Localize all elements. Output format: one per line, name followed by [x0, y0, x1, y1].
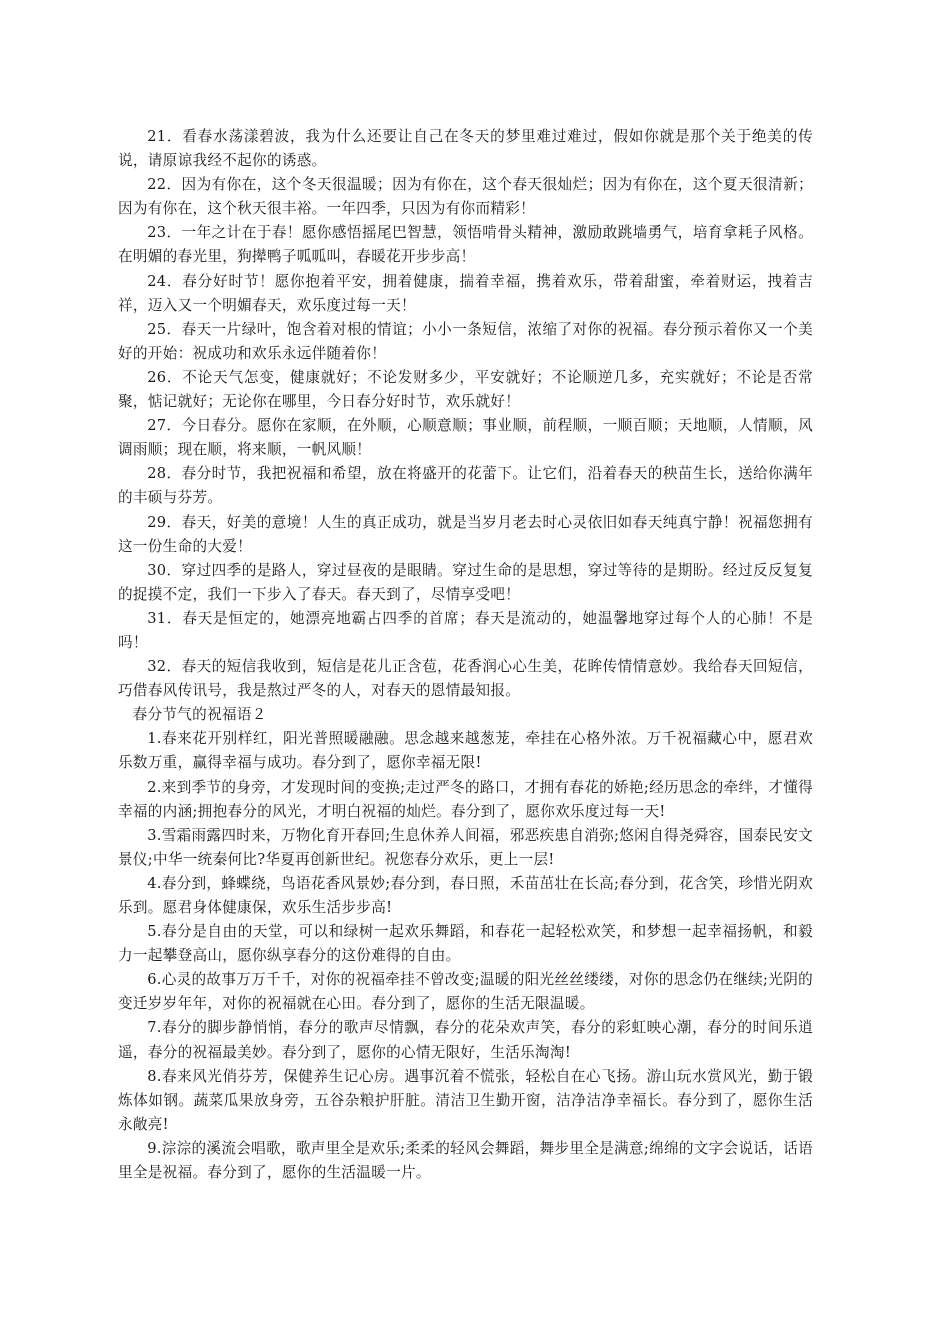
paragraph: 4.春分到，蜂蝶绕，鸟语花香风景妙;春分到，春日照，禾苗茁壮在长高;春分到，花含笑，珍惜光阴欢乐到。愿君身体健康保，欢乐生活步步高! [118, 874, 813, 916]
section-1 [118, 125, 813, 703]
paragraph: 5.春分是自由的天堂，可以和绿树一起欢乐舞蹈，和春花一起轻松欢笑，和梦想一起幸福扬帆，和毅力一起攀登高山，愿你纵享春分的这份难得的自由。 [118, 923, 813, 965]
paragraph: 3.雪霜雨露四时来，万物化育开春回;生息休养人间福，邪恶疾患自消弥;悠闲自得尧舜容，国泰民安文景仪;中华一统秦何比?华夏再创新世纪。祝您春分欢乐，更上一层! [118, 826, 813, 868]
paragraph: 23．一年之计在于春！愿你感悟摇尾巴智慧，领悟啃骨头精神，激励敢跳墙勇气，培育拿耗子风格。在明媚的春光里，狗撵鸭子呱呱叫，春暖花开步步高！ [118, 224, 813, 266]
paragraph: 30．穿过四季的是路人，穿过昼夜的是眼睛。穿过生命的是思想，穿过等待的是期盼。经过反反复复的捉摸不定，我们一下步入了春天。春天到了，尽情享受吧！ [118, 561, 813, 603]
section-title: 春分节气的祝福语２ [132, 706, 267, 724]
section-2 [118, 703, 813, 1185]
paragraph: 26．不论天气怎变，健康就好；不论发财多少，平安就好；不论顺逆几多，充实就好；不论是否常聚，惦记就好；无论你在哪里，今日春分好时节，欢乐就好！ [118, 368, 813, 411]
paragraph: 8.春来风光俏芬芳，保健养生记心房。遇事沉着不慌张，轻松自在心飞扬。游山玩水赏风光，勤于锻炼体如钢。蔬菜瓜果放身旁，五谷杂粮护肝脏。清洁卫生勤开窗，洁净洁净幸福长。春分到了，愿你生活永敞亮! [118, 1067, 813, 1133]
paragraph: 27．今日春分。愿你在家顺，在外顺，心顺意顺；事业顺，前程顺，一顺百顺；天地顺，人情顺，风调雨顺；现在顺，将来顺，一帆风顺！ [118, 417, 813, 459]
paragraph: 24．春分好时节！愿你抱着平安，拥着健康，揣着幸福，携着欢乐，带着甜蜜，牵着财运，拽着吉祥，迈入又一个明媚春天，欢乐度过每一天！ [118, 272, 813, 314]
paragraph: 29．春天，好美的意境！人生的真正成功，就是当岁月老去时心灵依旧如春天纯真宁静！祝福您拥有这一份生命的大爱！ [118, 513, 813, 555]
paragraph: 2.来到季节的身旁，才发现时间的变换;走过严冬的路口，才拥有春花的娇艳;经历思念的牵绊，才懂得幸福的内涵;拥抱春分的风光，才明白祝福的灿烂。春分到了，愿你欢乐度过每一天! [118, 778, 813, 820]
paragraph: 6.心灵的故事万万千千，对你的祝福牵挂不曾改变;温暖的阳光丝丝缕缕，对你的思念仍在继续;光阴的变迁岁岁年年，对你的祝福就在心田。春分到了，愿你的生活无限温暖。 [118, 971, 813, 1013]
paragraph: 21．看春水荡漾碧波，我为什么还要让自己在冬天的梦里难过难过，假如你就是那个关于绝美的传说，请原谅我经不起你的诱惑。 [118, 128, 813, 170]
paragraph: 31．春天是恒定的，她漂亮地霸占四季的首席；春天是流动的，她温馨地穿过每个人的心肺！不是吗！ [118, 609, 813, 651]
paragraph: 1.春来花开别样红，阳光普照暖融融。思念越来越葱茏，牵挂在心格外浓。万千祝福藏心中，愿君欢乐数万重，赢得幸福与成功。春分到了，愿你幸福无限! [118, 730, 813, 772]
paragraph: 28．春分时节，我把祝福和希望，放在将盛开的花蕾下。让它们，沿着春天的秧苗生长，送给你满年的丰硕与芬芳。 [118, 465, 813, 507]
paragraph: 7.春分的脚步静悄悄，春分的歌声尽情飘，春分的花朵欢声笑，春分的彩虹映心潮，春分的时间乐逍遥，春分的祝福最美妙。春分到了，愿你的心情无限好，生活乐淘淘! [118, 1019, 813, 1061]
paragraph: 9.淙淙的溪流会唱歌，歌声里全是欢乐;柔柔的轻风会舞蹈，舞步里全是满意;绵绵的文字会说话，话语里全是祝福。春分到了，愿你的生活温暖一片。 [118, 1139, 813, 1182]
paragraph: 22．因为有你在，这个冬天很温暖；因为有你在，这个春天很灿烂；因为有你在，这个夏天很清新；因为有你在，这个秋天很丰裕。一年四季，只因为有你而精彩！ [118, 176, 813, 218]
paragraph: 25．春天一片绿叶，饱含着对根的情谊；小小一条短信，浓缩了对你的祝福。春分预示着你又一个美好的开始：祝成功和欢乐永远伴随着你！ [118, 320, 813, 362]
paragraph: 32．春天的短信我收到，短信是花儿正含苞，花香润心心生美，花眸传情情意妙。我给春天回短信，巧借春风传讯号，我是熬过严冬的人，对春天的恩情最知报。 [118, 658, 813, 700]
document-page [118, 125, 813, 1185]
